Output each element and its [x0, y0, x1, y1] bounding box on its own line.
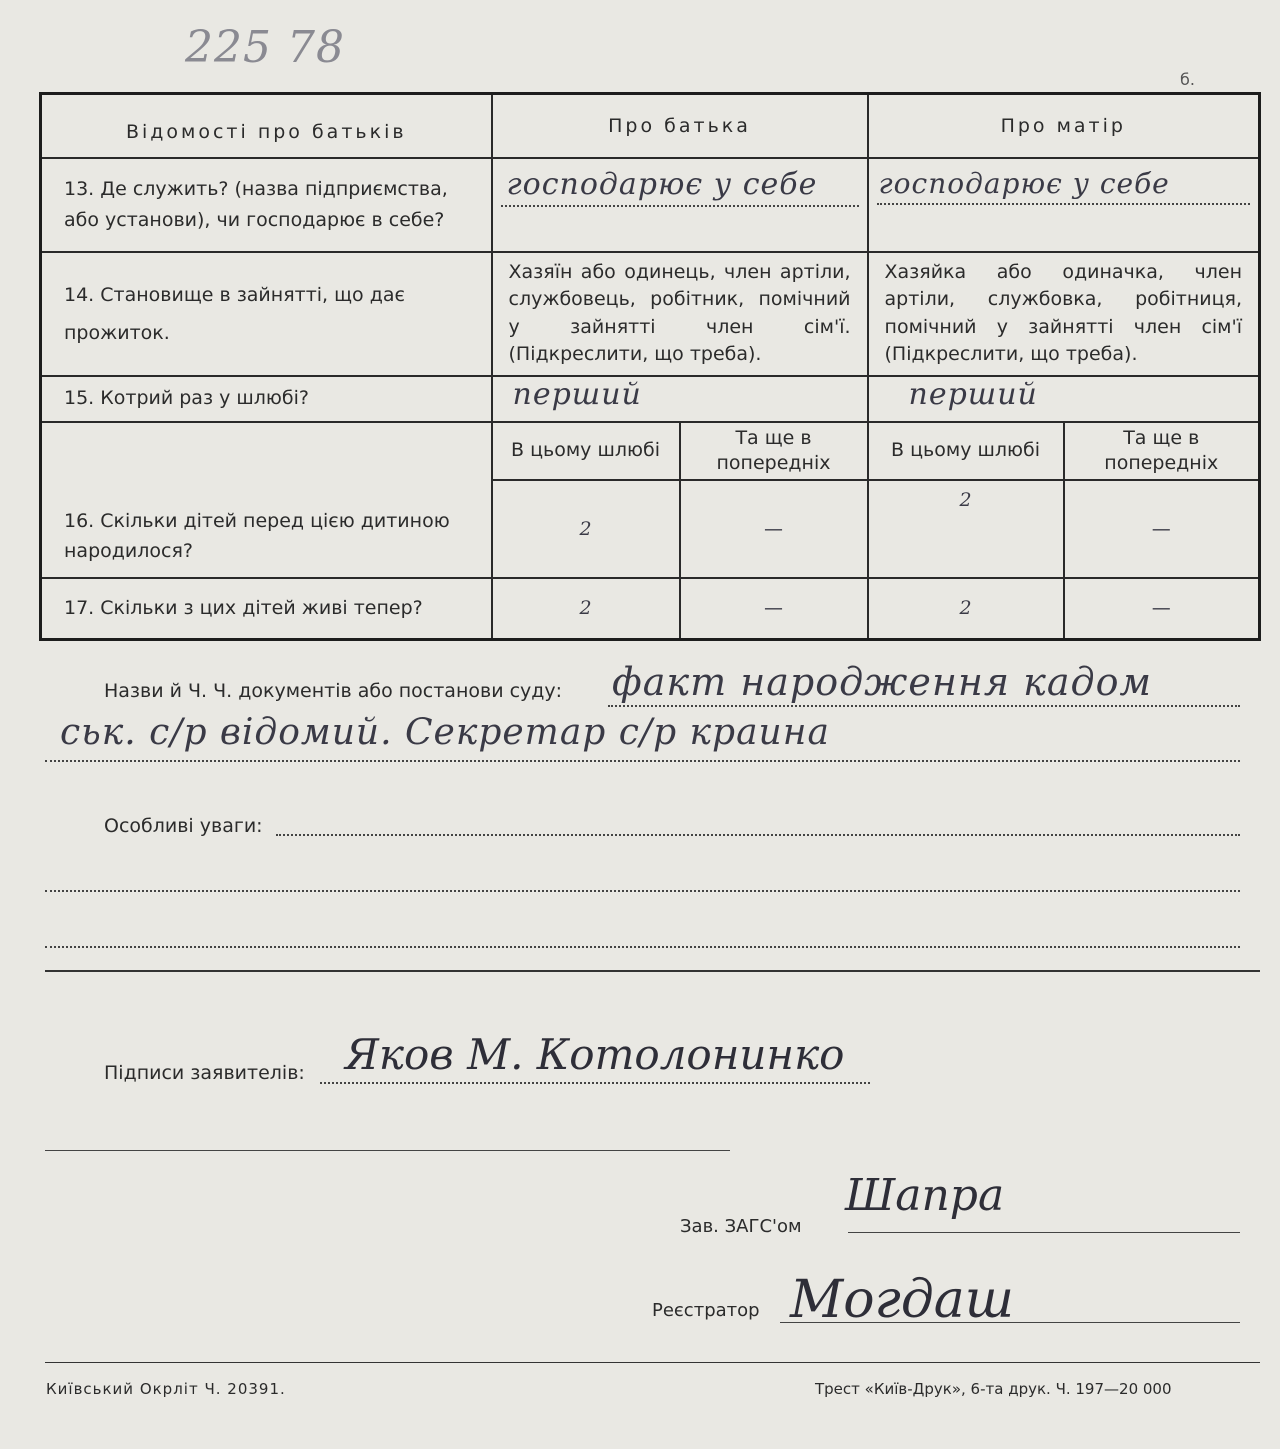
q14-mother-options: Хазяйка або одиначка, член артіли, службовка, робітниця, помічний у зайнятті член сім'ї (Підкреслити, що треба).: [868, 252, 1260, 376]
q16-label: 16. Скільки дітей перед цією дитиною народилося?: [41, 422, 492, 578]
head-line: [848, 1232, 1240, 1233]
documents-value-line1: факт народження кадом: [612, 660, 1152, 704]
row-q15: [41, 376, 1260, 422]
q13-father-dotline: [501, 205, 859, 207]
top-handwritten-number: 225 78: [185, 22, 345, 73]
row-q14: [41, 252, 1260, 376]
subheader-father-prev: Та ще в попередніх: [680, 422, 868, 480]
header-father: Про батька: [492, 94, 868, 158]
q13-father-cell: [492, 158, 868, 252]
parents-info-table: [39, 92, 1261, 641]
q15-father-cell: [492, 376, 868, 422]
q13-father-value: господарює у себе: [506, 166, 818, 202]
q13-mother-dotline: [877, 203, 1251, 205]
q15-mother-cell: [868, 376, 1260, 422]
q16-father-this: 2: [492, 480, 680, 578]
applicants-label: Підписи заявителів:: [104, 1062, 305, 1084]
head-label: Зав. ЗАГС'ом: [680, 1216, 802, 1237]
footer-rule: [45, 1362, 1260, 1363]
documents-value-line2: ськ. с/р відомий. Секретар с/р краина: [60, 712, 830, 753]
registrar-label: Реєстратор: [652, 1300, 760, 1321]
documents-dotline-1: [608, 705, 1240, 707]
documents-dotline-2: [45, 760, 1240, 762]
documents-label: Назви й Ч. Ч. документів або постанови суду:: [104, 680, 563, 702]
q17-mother-this: 2: [868, 578, 1064, 640]
q13-mother-value: господарює у себе: [878, 166, 1170, 200]
q15-father-value: перший: [512, 376, 642, 412]
applicants-signature: Яков М. Котолонинко: [345, 1030, 845, 1079]
footer-right: Трест «Київ-Друк», 6-та друк. Ч. 197—20 000: [815, 1380, 1172, 1398]
q16-mother-this: 2: [868, 480, 1064, 578]
row-subheader: [41, 422, 1260, 480]
registrar-signature: Могдаш: [790, 1270, 1015, 1330]
corner-mark: б.: [1180, 70, 1195, 89]
applicants-dotline: [320, 1082, 870, 1084]
header-info: Відомості про батьків: [41, 94, 492, 158]
subheader-father-this: В цьому шлюбі: [492, 422, 680, 480]
q13-label: 13. Де служить? (назва підприємства, або установи), чи господарює в себе?: [41, 158, 492, 252]
q16-father-prev: —: [680, 480, 868, 578]
remarks-dotline-2: [45, 890, 1240, 892]
q17-mother-prev: —: [1064, 578, 1260, 640]
applicants-dotline-2: [45, 1150, 730, 1151]
footer-left: Київський Окрліт Ч. 20391.: [46, 1380, 286, 1398]
separator-line: [45, 970, 1260, 972]
head-signature: Шапра: [845, 1170, 1005, 1221]
q17-father-this: 2: [492, 578, 680, 640]
q16-mother-prev: —: [1064, 480, 1260, 578]
remarks-dotline-3: [45, 946, 1240, 948]
remarks-dotline-1: [276, 834, 1240, 836]
subheader-mother-this: В цьому шлюбі: [868, 422, 1064, 480]
q15-mother-value: перший: [908, 376, 1038, 412]
row-q17: [41, 578, 1260, 640]
registrar-line: [780, 1322, 1240, 1323]
q17-label: 17. Скільки з цих дітей живі тепер?: [41, 578, 492, 640]
remarks-label: Особливі уваги:: [104, 815, 263, 837]
q15-label: 15. Котрий раз у шлюбі?: [41, 376, 492, 422]
subheader-mother-prev: Та ще в попередніх: [1064, 422, 1260, 480]
q14-label: 14. Становище в зайнятті, що дає прожиток.: [41, 252, 492, 376]
row-q13: [41, 158, 1260, 252]
q13-mother-cell: [868, 158, 1260, 252]
q17-father-prev: —: [680, 578, 868, 640]
table-header-row: [41, 94, 1260, 158]
header-mother: Про матір: [868, 94, 1260, 158]
q14-father-options: Хазяїн або одинець, член артіли, службовець, робітник, помічний у зайнятті член сім'ї. (Підкреслити, що треба).: [492, 252, 868, 376]
